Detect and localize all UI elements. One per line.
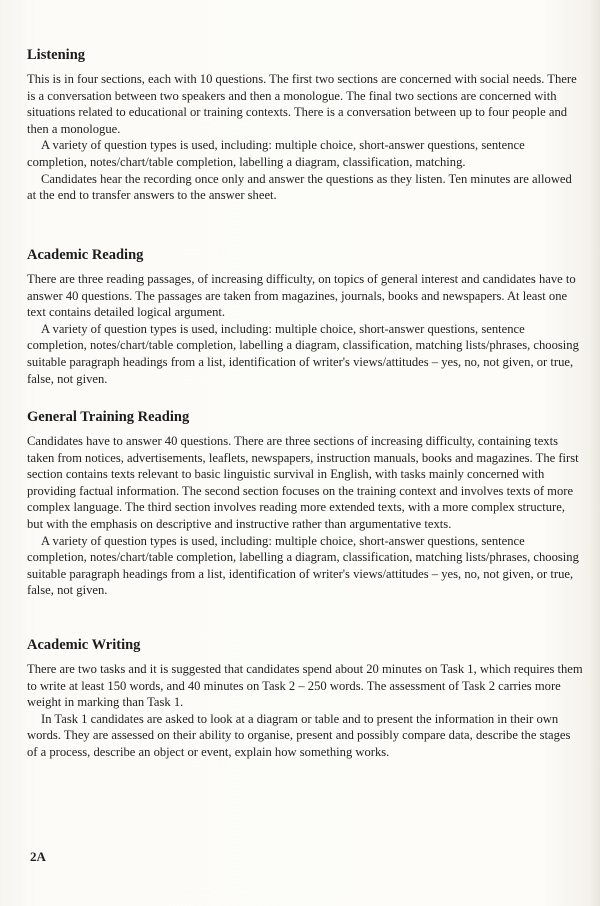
section-academic-reading: [27, 246, 583, 387]
paragraph: There are three reading passages, of increasing difficulty, on topics of general interest and candidates have to answer 40 questions. The passages are taken from magazines, journals, books and newspapers. At least one text contains detailed logical argument.: [27, 272, 576, 320]
paragraph: Candidates hear the recording once only and answer the questions as they listen. Ten minutes are allowed at the end to transfer answers to the answer sheet.: [27, 171, 572, 203]
section-heading: Academic Writing: [27, 637, 141, 653]
paragraph: There are two tasks and it is suggested that candidates spend about 20 minutes on Task 1, which requires them to write at least 150 words, and 40 minutes on Task 2 – 250 words. The assessment of Task 2 carries more weight in marking than Task 1.: [27, 662, 583, 710]
paragraph: A variety of question types is used, including: multiple choice, short-answer questions, sentence completion, notes/chart/table completion, labelling a diagram, classification, matching lists/phrases, choosing suitable paragraph headings from a list, identification of writer's views/attitudes – yes, no, not given, or true, false, not given.: [27, 533, 579, 598]
section-academic-writing: [27, 636, 583, 761]
paragraph: A variety of question types is used, including: multiple choice, short-answer questions, sentence completion, notes/chart/table completion, labelling a diagram, classification, matching lists/phrases, choosing suitable paragraph headings from a list, identification of writer's views/attitudes – yes, no, not given, or true, false, not given.: [27, 321, 579, 386]
paragraph: Candidates have to answer 40 questions. There are three sections of increasing difficulty, containing texts taken from notices, advertisements, leaflets, newspapers, instruction manuals, books and magazines. The first section contains texts relevant to basic linguistic survival in English, with tasks mainly concerned with providing factual information. The second section focuses on the training context and involves texts of more complex language. The third section involves reading more extended texts, with a more complex structure, but with the emphasis on descriptive and instructive rather than argumentative texts.: [27, 434, 579, 531]
section-heading: General Training Reading: [27, 409, 190, 425]
paragraph: This is in four sections, each with 10 questions. The first two sections are concerned with social needs. There is a conversation between two speakers and then a monologue. The final two sections are concerned with situations related to educational or training contexts. There is a conversation between up to four people and then a monologue.: [27, 72, 577, 136]
paragraph: In Task 1 candidates are asked to look at a diagram or table and to present the information in their own words. They are assessed on their ability to organise, present and possibly compare data, describe the stages of a process, describe an object or event, explain how something works.: [27, 711, 571, 759]
section-heading: Listening: [27, 47, 86, 63]
section-general-training-reading: [27, 408, 583, 599]
paragraph: A variety of question types is used, including: multiple choice, short-answer questions, sentence completion, notes/chart/table completion, labelling a diagram, classification, matching.: [27, 138, 525, 169]
section-heading: Academic Reading: [27, 247, 144, 263]
page-number: 2A: [30, 849, 46, 864]
section-listening: [27, 46, 583, 204]
